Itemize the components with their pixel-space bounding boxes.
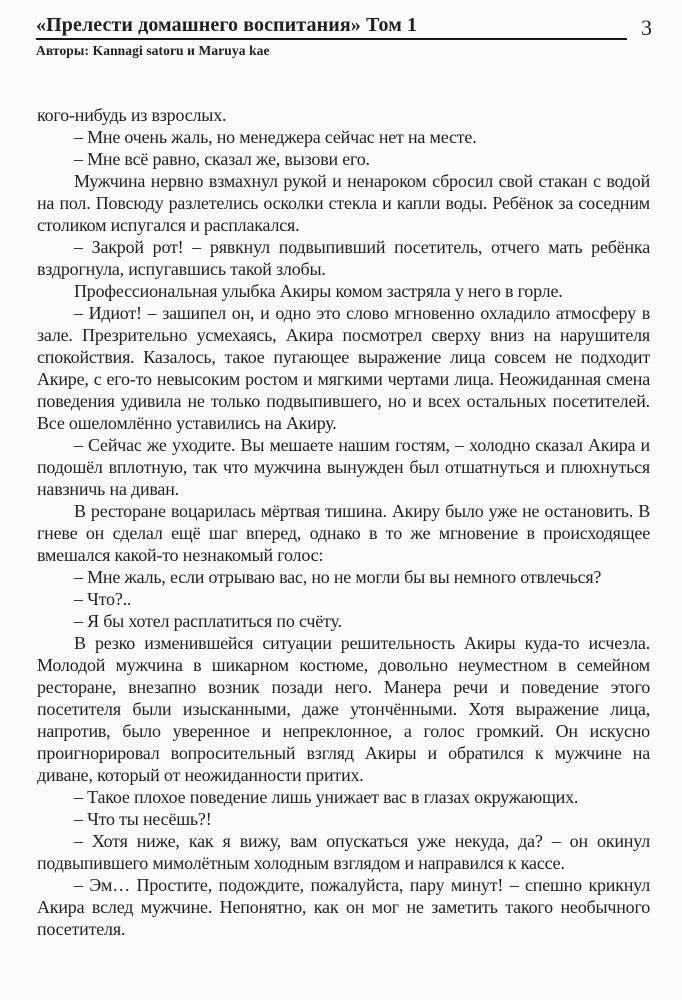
paragraph: кого-нибудь из взрослых. <box>37 105 227 125</box>
paragraph: В резко изменившейся ситуации решительность Акиры куда-то исчезла. Молодой мужчина в шикарном костюме, довольно неуместном в семейном ресторане, внезапно возник позади него. Манера речи и поведение этого посетителя были изысканными, даже утончёнными. Хотя выражение лица, напротив, было уверенное и непреклонное, а голос громкий. Он искусно проигнорировал вопросительный взгляд Акиры и обратился к мужчине на диване, который от неожиданности притих. <box>37 633 650 785</box>
paragraph: – Такое плохое поведение лишь унижает вас в глазах окружающих. <box>74 787 579 807</box>
paragraph: – Мне очень жаль, но менеджера сейчас нет на месте. <box>74 127 477 147</box>
page-body <box>37 104 650 940</box>
header-title-row <box>36 14 652 40</box>
paragraph: – Сейчас же уходите. Вы мешаете нашим гостям, – холодно сказал Акира и подошёл вплотную, так что мужчина вынужден был отшатнуться и плюхнуться навзничь на диван. <box>37 435 650 499</box>
paragraph: Мужчина нервно взмахнул рукой и ненароком сбросил свой стакан с водой на пол. Повсюду разлетелись осколки стекла и капли воды. Ребёнок за соседним столиком испугался и расплакался. <box>37 171 650 235</box>
header-title-underline <box>36 14 627 40</box>
page-number: 3 <box>641 15 652 40</box>
paragraph: В ресторане воцарилась мёртвая тишина. Акиру было уже не остановить. В гневе он сделал ещё шаг вперед, однако в то же мгновение в происходящее вмешался какой-то незнакомый голос: <box>37 501 650 565</box>
paragraph: – Закрой рот! – рявкнул подвыпивший посетитель, отчего мать ребёнка вздрогнула, испугавшись такой злобы. <box>37 237 650 279</box>
paragraph: – Эм… Простите, подождите, пожалуйста, пару минут! – спешно крикнул Акира вслед мужчине. Непонятно, как он мог не заметить такого необычного посетителя. <box>37 875 650 939</box>
paragraph: – Я бы хотел расплатиться по счёту. <box>74 611 342 631</box>
authors-line: Авторы: Kannagi satoru и Maruya kae <box>36 43 270 58</box>
paragraph: – Мне всё равно, сказал же, вызови его. <box>74 149 370 169</box>
paragraph: – Что?.. <box>74 589 132 609</box>
paragraph: – Хотя ниже, как я вижу, вам опускаться уже некуда, да? – он окинул подвыпившего мимолётным холодным взглядом и направился к кассе. <box>37 831 650 873</box>
page-header <box>0 0 682 59</box>
paragraph: – Что ты несёшь?! <box>74 809 212 829</box>
paragraph: Профессиональная улыбка Акиры комом застряла у него в горле. <box>74 281 563 301</box>
book-title: «Прелести домашнего воспитания» Том 1 <box>36 14 418 36</box>
paragraph: – Идиот! – зашипел он, и одно это слово мгновенно охладило атмосферу в зале. Презрительно усмехаясь, Акира посмотрел сверху вниз на нарушителя спокойствия. Казалось, такое пугающее выражение лица совсем не подходит Акире, с его-то невысоким ростом и мягкими чертами лица. Неожиданная смена поведения удивила не только подвыпившего, но и всех остальных посетителей. Все ошеломлённо уставились на Акиру. <box>37 303 650 433</box>
paragraph: – Мне жаль, если отрываю вас, но не могли бы вы немного отвлечься? <box>74 567 602 587</box>
